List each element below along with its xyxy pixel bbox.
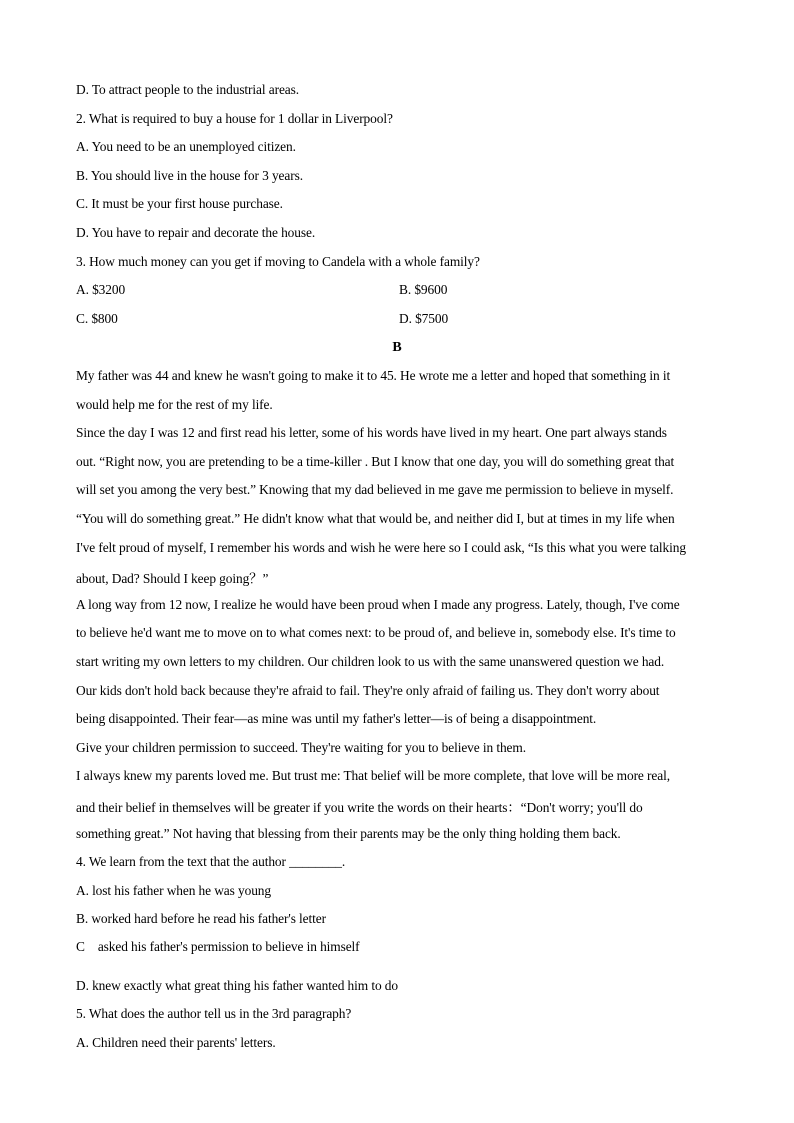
- q3-option-b: B. $9600: [399, 282, 448, 297]
- q3-question: 3. How much money can you get if moving to Candela with a whole family?: [76, 254, 480, 269]
- passage-line: I've felt proud of myself, I remember his words and wish he were here so I could ask, “Is this what you were talking: [76, 540, 686, 555]
- q3-option-c: C. $800: [76, 311, 118, 326]
- q4-question: 4. We learn from the text that the author ________.: [76, 854, 346, 869]
- passage-line: and their belief in themselves will be greater if you write the words on their hearts：“Don't worry; you'll do: [76, 800, 643, 815]
- passage-line: Since the day I was 12 and first read his letter, some of his words have lived in my heart. One part always stands: [76, 425, 667, 440]
- passage-line: A long way from 12 now, I realize he would have been proud when I made any progress. Lately, though, I've come: [76, 597, 680, 612]
- q2-option-a: A. You need to be an unemployed citizen.: [76, 139, 296, 154]
- passage-line: being disappointed. Their fear—as mine was until my father's letter—is of being a disappointment.: [76, 711, 597, 726]
- passage-line: out. “Right now, you are pretending to be a time-killer . But I know that one day, you will do something great that: [76, 454, 675, 469]
- q1-option-d: D. To attract people to the industrial areas.: [76, 82, 299, 97]
- q2-question: 2. What is required to buy a house for 1 dollar in Liverpool?: [76, 111, 393, 126]
- passage-line: to believe he'd want me to move on to what comes next: to be proud of, and believe in, somebody else. It's time to: [76, 625, 676, 640]
- q2-option-d: D. You have to repair and decorate the house.: [76, 225, 316, 240]
- passage-line: Our kids don't hold back because they're afraid to fail. They're only afraid of failing us. They don't worry about: [76, 683, 660, 698]
- q4-option-a: A. lost his father when he was young: [76, 883, 271, 898]
- passage-line: Give your children permission to succeed. They're waiting for you to believe in them.: [76, 740, 526, 755]
- passage-line: something great.” Not having that blessing from their parents may be the only thing holding them back.: [76, 826, 621, 841]
- q4-option-c: C asked his father's permission to believe in himself: [76, 939, 360, 954]
- passage-line: My father was 44 and knew he wasn't going to make it to 45. He wrote me a letter and hoped that something in it: [76, 368, 671, 383]
- q3-option-a: A. $3200: [76, 282, 126, 297]
- passage-line: would help me for the rest of my life.: [76, 397, 273, 412]
- q3-option-d: D. $7500: [399, 311, 449, 326]
- passage-line: about, Dad? Should I keep going？”: [76, 571, 269, 586]
- q4-option-d: D. knew exactly what great thing his father wanted him to do: [76, 978, 398, 993]
- section-title: B: [392, 340, 402, 355]
- q4-option-b: B. worked hard before he read his father's letter: [76, 911, 326, 926]
- q5-option-a: A. Children need their parents' letters.: [76, 1035, 276, 1050]
- passage-line: I always knew my parents loved me. But trust me: That belief will be more complete, that love will be more real,: [76, 768, 670, 783]
- passage-line: “You will do something great.” He didn't know what that would be, and neither did I, but at times in my life when: [76, 511, 675, 526]
- q2-option-b: B. You should live in the house for 3 years.: [76, 168, 303, 183]
- q5-question: 5. What does the author tell us in the 3rd paragraph?: [76, 1006, 352, 1021]
- q2-option-c: C. It must be your first house purchase.: [76, 196, 283, 211]
- passage-line: start writing my own letters to my children. Our children look to us with the same unanswered question we had.: [76, 654, 665, 669]
- passage-line: will set you among the very best.” Knowing that my dad believed in me gave me permission to believe in myself.: [76, 482, 674, 497]
